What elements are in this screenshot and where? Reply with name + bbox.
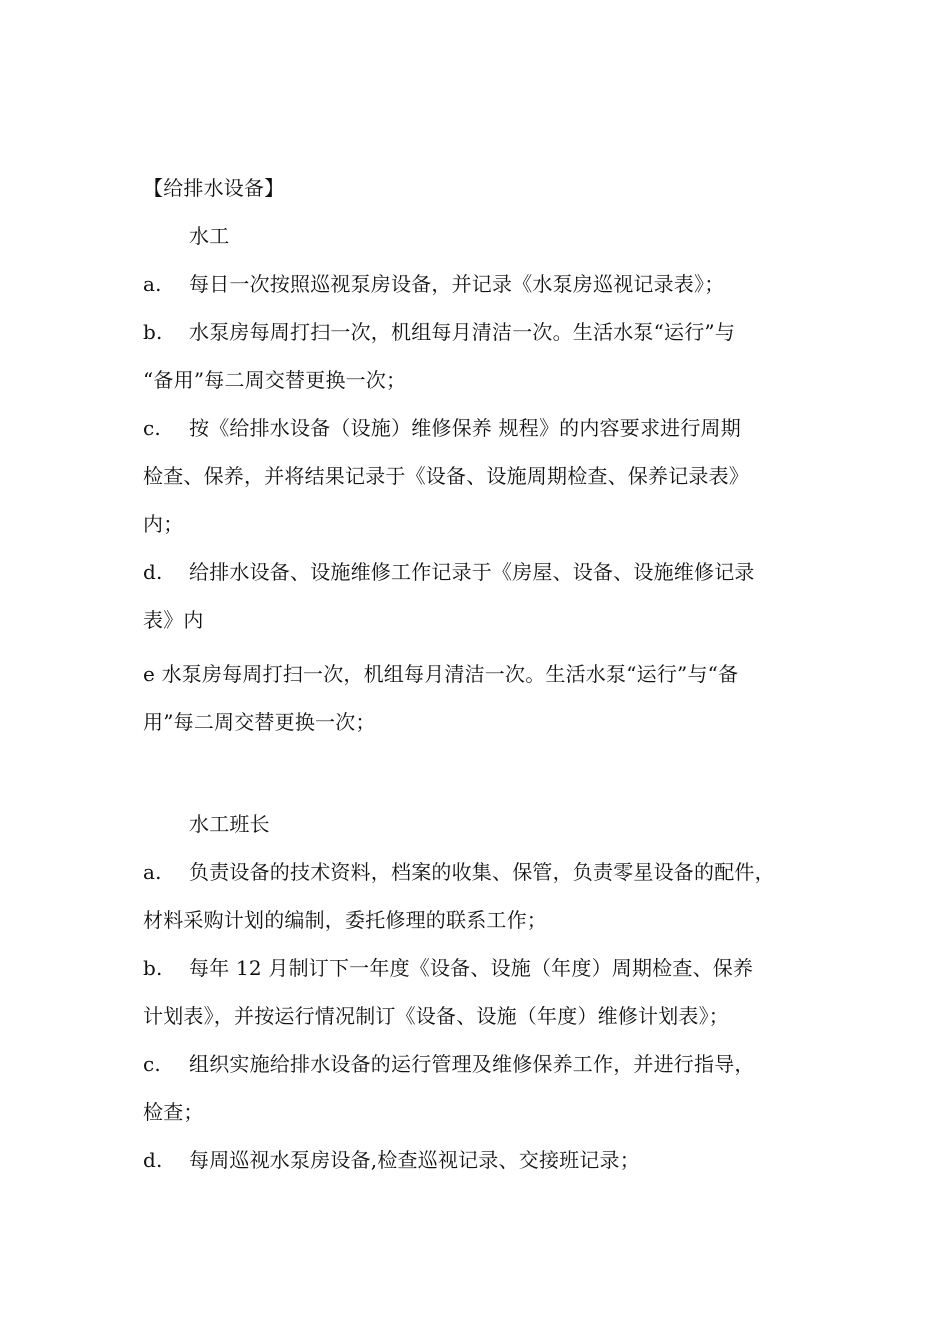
item-marker: b. — [143, 956, 163, 980]
leader-item-a — [143, 848, 811, 896]
item-text: 每周巡视水泵房设备,检查巡视记录、交接班记录； — [189, 1148, 640, 1172]
worker-item-d — [143, 548, 811, 596]
worker-item-c — [143, 404, 811, 452]
worker-heading: 水工 — [189, 224, 230, 248]
item-text: 水泵房每周打扫一次，机组每月清洁一次。生活水泵“运行”与 — [189, 320, 736, 344]
item-text: 负责设备的技术资料，档案的收集、保管，负责零星设备的配件， — [189, 860, 775, 884]
item-continuation: 材料采购计划的编制，委托修理的联系工作； — [143, 908, 547, 932]
item-text: 组织实施给排水设备的运行管理及维修保养工作，并进行指导， — [189, 1052, 755, 1076]
worker-item-e — [143, 650, 811, 746]
item-continuation: 检查； — [143, 1100, 204, 1124]
item-marker: a. — [143, 860, 162, 884]
item-marker: b. — [143, 320, 163, 344]
item-marker: d. — [143, 560, 163, 584]
item-continuation: 用”每二周交替更换一次； — [143, 710, 376, 734]
item-text: 按《给排水设备（设施）维修保养 规程》的内容要求进行周期 — [189, 416, 741, 440]
leader-item-c — [143, 1040, 811, 1088]
section-spacer — [143, 746, 811, 800]
document-body — [143, 164, 811, 1184]
item-continuation: 内； — [143, 512, 184, 536]
item-continuation: 检查、保养，并将结果记录于《设备、设施周期检查、保养记录表》 — [143, 464, 749, 488]
item-marker: c. — [143, 1052, 161, 1076]
section-title: 【给排水设备】 — [143, 176, 285, 200]
item-marker: a. — [143, 272, 162, 296]
leader-item-d — [143, 1136, 811, 1184]
item-marker: d. — [143, 1148, 163, 1172]
leader-item-b — [143, 944, 811, 992]
item-text: 每日一次按照巡视泵房设备，并记录《水泵房巡视记录表》； — [189, 272, 725, 296]
item-continuation: 计划表》，并按运行情况制订《设备、设施（年度）维修计划表》； — [143, 1004, 729, 1028]
item-text: e 水泵房每周打扫一次，机组每月清洁一次。生活水泵“运行”与“备 — [143, 662, 739, 686]
worker-item-a — [143, 260, 811, 308]
item-marker: c. — [143, 416, 161, 440]
leader-heading: 水工班长 — [189, 812, 270, 836]
item-text: 给排水设备、设施维修工作记录于《房屋、设备、设施维修记录 — [189, 560, 755, 584]
worker-item-b — [143, 308, 811, 356]
item-text: 每年 12 月制订下一年度《设备、设施（年度）周期检查、保养 — [189, 956, 754, 980]
item-continuation: 表》内 — [143, 608, 204, 632]
item-continuation: “备用”每二周交替更换一次； — [143, 368, 407, 392]
